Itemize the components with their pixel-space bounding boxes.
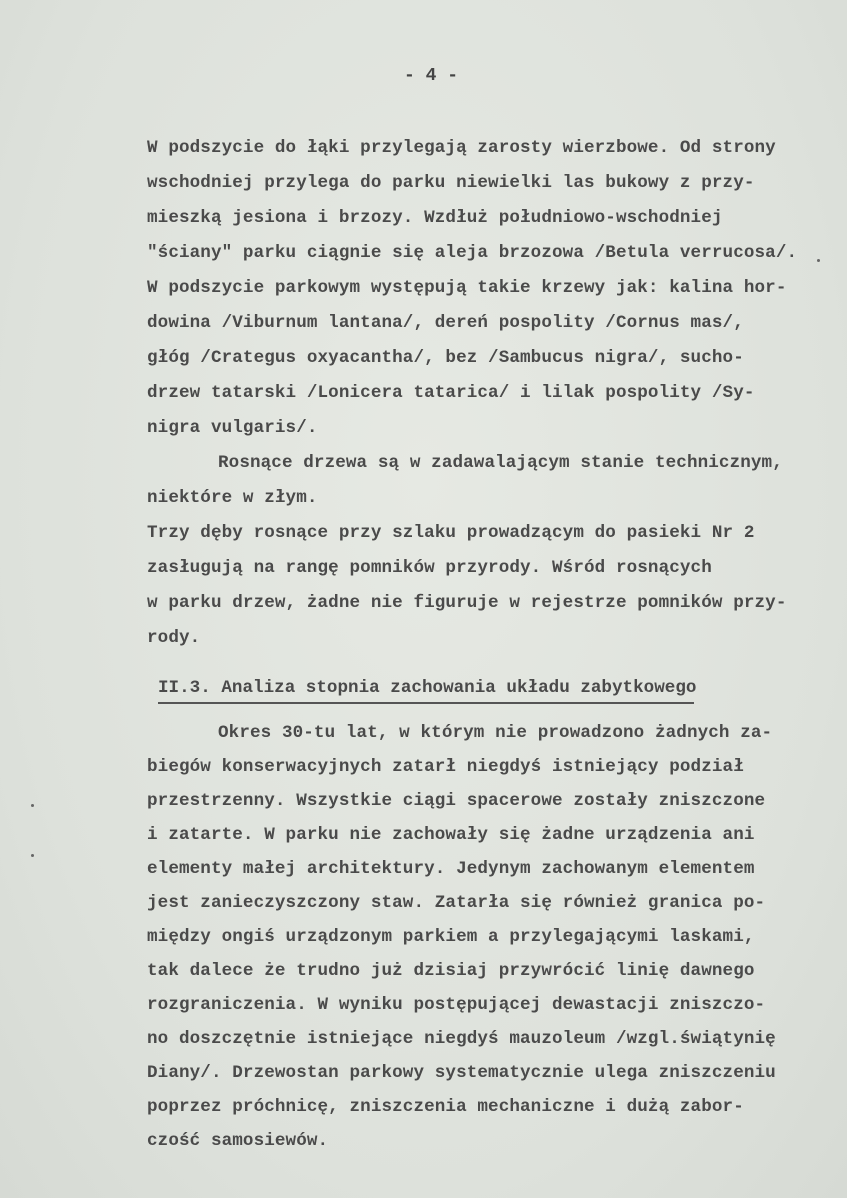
text-line: przestrzenny. Wszystkie ciągi spacerowe zostały zniszczone: [147, 791, 766, 811]
section-heading: II.3. Analiza stopnia zachowania układu zabytkowego: [158, 678, 697, 698]
text-line: elementy małej architektury. Jedynym zachowanym elementem: [147, 859, 755, 879]
text-line: nigra vulgaris/.: [147, 418, 318, 438]
text-line: tak dalece że trudno już dzisiaj przywrócić linię dawnego: [147, 961, 755, 981]
text-line: drzew tatarski /Lonicera tatarica/ i lilak pospolity /Sy-: [147, 383, 755, 403]
page-number: - 4 -: [404, 66, 459, 86]
text-line: Okres 30-tu lat, w którym nie prowadzono żadnych za-: [218, 723, 773, 743]
text-line: biegów konserwacyjnych zatarł niegdyś istniejący podział: [147, 757, 744, 777]
text-line: no doszczętnie istniejące niegdyś mauzoleum /wzgl.świątynię: [147, 1029, 776, 1049]
paragraph-park-vegetation: [147, 131, 797, 656]
text-line: dowina /Viburnum lantana/, dereń pospolity /Cornus mas/,: [147, 313, 744, 333]
text-line: zasługują na rangę pomników przyrody. Wśród rosnących: [147, 558, 712, 578]
text-line: wschodniej przylega do parku niewielki las bukowy z przy-: [147, 173, 755, 193]
text-line: czość samosiewów.: [147, 1131, 329, 1151]
margin-mark: [31, 854, 34, 857]
margin-mark: [31, 804, 34, 807]
margin-mark: [817, 259, 820, 262]
text-line: W podszycie parkowym występują takie krzewy jak: kalina hor-: [147, 278, 787, 298]
text-line: między ongiś urządzonym parkiem a przylegającymi laskami,: [147, 927, 755, 947]
text-line: i zatarte. W parku nie zachowały się żadne urządzenia ani: [147, 825, 755, 845]
text-line: Trzy dęby rosnące przy szlaku prowadzącym do pasieki Nr 2: [147, 523, 755, 543]
text-line: mieszką jesiona i brzozy. Wzdłuż południowo-wschodniej: [147, 208, 723, 228]
text-line: jest zanieczyszczony staw. Zatarła się również granica po-: [147, 893, 766, 913]
text-line: w parku drzew, żadne nie figuruje w rejestrze pomników przy-: [147, 593, 787, 613]
text-line: W podszycie do łąki przylegają zarosty wierzbowe. Od strony: [147, 138, 776, 158]
text-line: niektóre w złym.: [147, 488, 318, 508]
paragraph-analysis: [147, 716, 776, 1158]
text-line: poprzez próchnicę, zniszczenia mechaniczne i dużą zabor-: [147, 1097, 744, 1117]
text-line: rozgraniczenia. W wyniku postępującej dewastacji zniszczo-: [147, 995, 766, 1015]
text-line: Rosnące drzewa są w zadawalającym stanie technicznym,: [218, 453, 783, 473]
text-line: "ściany" parku ciągnie się aleja brzozowa /Betula verrucosa/.: [147, 243, 798, 263]
text-line: głóg /Crategus oxyacantha/, bez /Sambucus nigra/, sucho-: [147, 348, 744, 368]
heading-underline: [158, 702, 694, 704]
text-line: rody.: [147, 628, 201, 648]
text-line: Diany/. Drzewostan parkowy systematycznie ulega zniszczeniu: [147, 1063, 776, 1083]
